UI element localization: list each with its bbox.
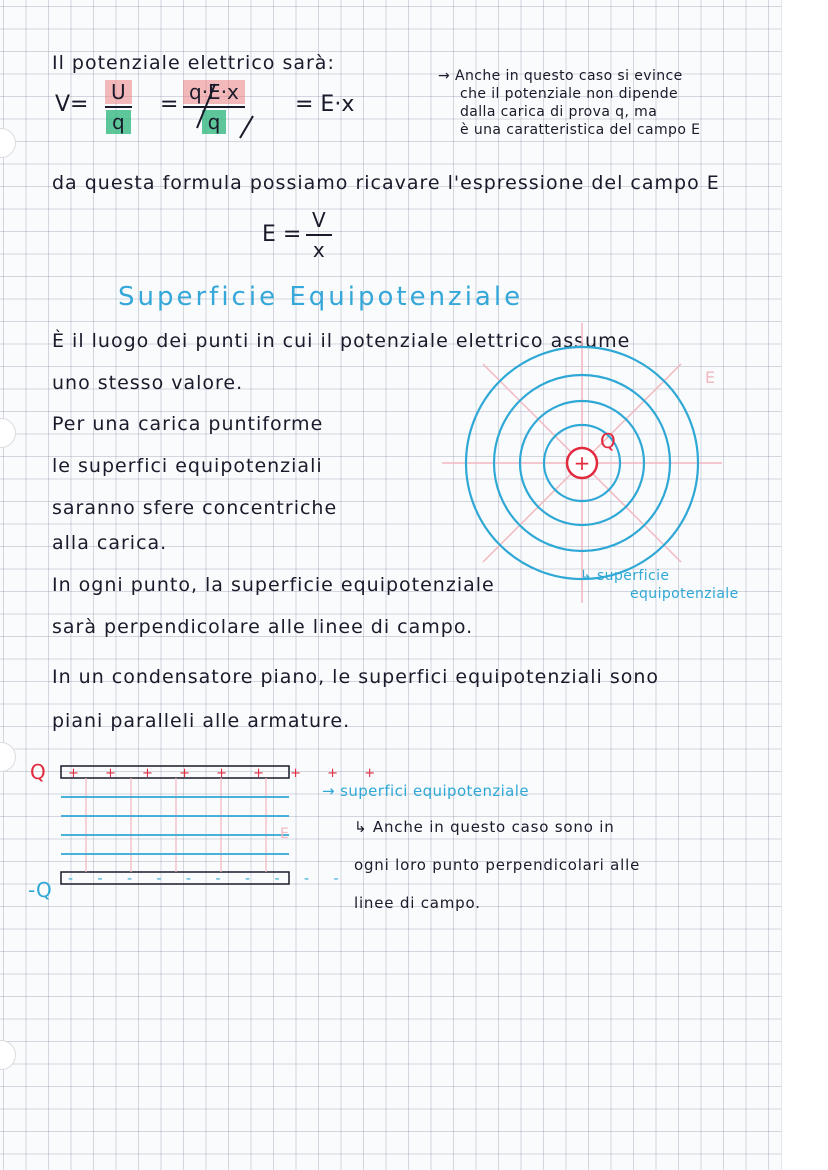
derivation-text: da questa formula possiamo ricavare l'espressione del campo E <box>52 172 720 194</box>
capacitor-note-line: ogni loro punto perpendicolari alle <box>354 856 641 874</box>
capacitor-line: In un condensatore piano, le superfici equipotenziali sono <box>52 666 660 688</box>
binder-hole <box>0 418 16 448</box>
section-title: Superficie Equipotenziale <box>118 282 524 312</box>
field-label: E <box>705 368 716 387</box>
point-charge-diagram <box>437 318 727 608</box>
side-note-line: → Anche in questo caso si evince <box>438 68 683 84</box>
charge-sign: + <box>573 451 591 475</box>
fraction-numerator: V <box>312 208 326 232</box>
section-line: È il luogo dei punti in cui il potenziale elettrico assume <box>52 330 631 352</box>
diagram-caption: equipotenziale <box>630 586 739 602</box>
field-label: E <box>280 826 289 842</box>
section-line: saranno sfere concentriche <box>52 497 338 519</box>
fraction-energy-over-charge <box>105 80 132 134</box>
side-note-line: che il potenziale non dipende <box>460 86 679 102</box>
equipotential-planes <box>61 797 289 854</box>
top-plate-label: Q <box>30 760 46 784</box>
fraction-numerator: U <box>105 80 132 104</box>
intro-label: Il potenziale elettrico sarà: <box>52 52 335 74</box>
bottom-plate-label: -Q <box>28 878 52 902</box>
section-line: In ogni punto, la superficie equipotenziale <box>52 574 495 596</box>
capacitor-note-line: ↳ Anche in questo caso sono in <box>354 818 615 836</box>
binder-hole <box>0 1040 16 1070</box>
formula-equals: = <box>160 92 179 117</box>
top-charges: + + + + + + + + + <box>68 766 387 781</box>
binder-hole <box>0 742 16 772</box>
field-lines <box>86 778 266 872</box>
page-right-margin <box>781 0 828 1170</box>
formula-result: = E·x <box>295 92 355 117</box>
fraction-denominator: q <box>202 110 227 134</box>
fraction-denominator: q <box>106 110 131 134</box>
capacitor-diagram <box>56 760 387 890</box>
capacitor-caption: → superfici equipotenziale <box>322 782 529 800</box>
binder-hole <box>0 128 16 158</box>
cancel-strokes <box>185 80 275 140</box>
capacitor-note-line: linee di campo. <box>354 894 481 912</box>
side-note-line: è una caratteristica del campo E <box>460 122 701 138</box>
section-line: le superfici equipotenziali <box>52 455 323 477</box>
section-line: sarà perpendicolare alle linee di campo. <box>52 616 474 638</box>
section-line: uno stesso valore. <box>52 372 244 394</box>
fraction-denominator: x <box>312 238 325 262</box>
section-line: Per una carica puntiforme <box>52 413 324 435</box>
capacitor-line: piani paralleli alle armature. <box>52 710 351 732</box>
field-fraction <box>306 208 332 262</box>
charge-label: Q <box>600 429 616 453</box>
section-line: alla carica. <box>52 532 168 554</box>
formula-lhs: V= <box>55 92 89 117</box>
bottom-charges: - - - - - - - - - - <box>68 871 349 887</box>
fraction-numerator: q·E·x <box>183 80 245 104</box>
side-note-line: dalla carica di prova q, ma <box>460 104 658 120</box>
field-formula-lhs: E = <box>262 222 302 247</box>
diagram-caption: ↳ superficie <box>580 568 670 584</box>
